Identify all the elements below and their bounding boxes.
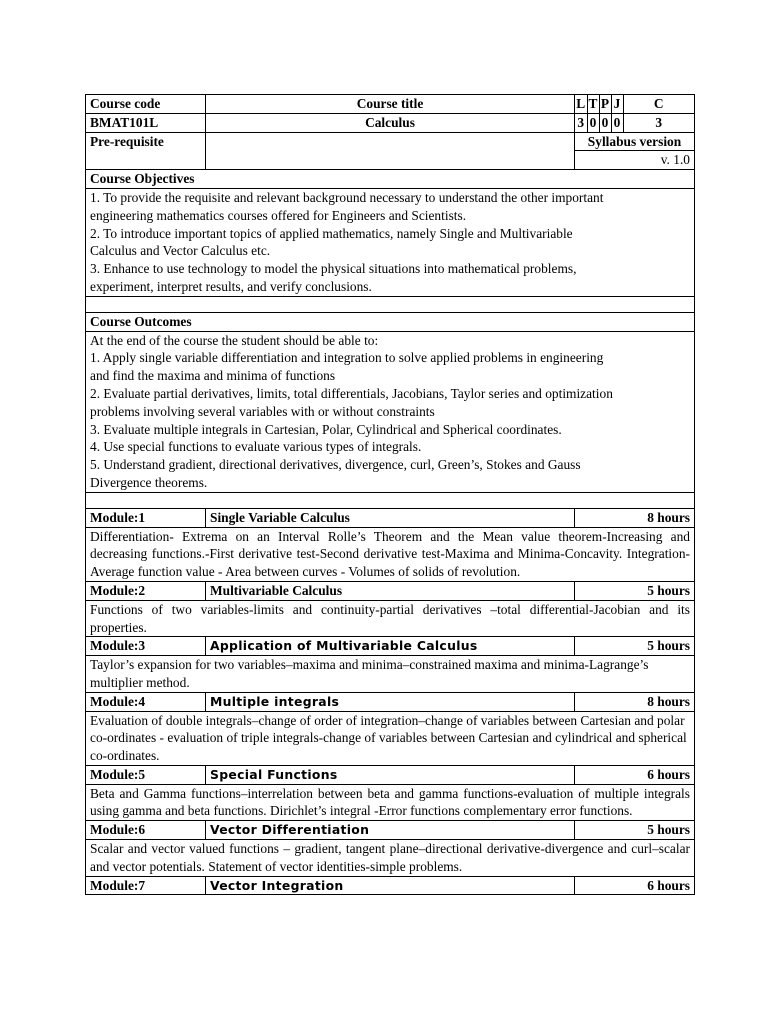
module-header-row bbox=[86, 821, 695, 840]
module-content: Taylor’s expansion for two variables–maxima and minima–constrained maxima and minima-Lagrange’s multiplier method. bbox=[86, 656, 695, 693]
module-header-row bbox=[86, 637, 695, 656]
prerequisite-row bbox=[86, 132, 695, 151]
module-header-row bbox=[86, 876, 695, 895]
module-header-row bbox=[86, 692, 695, 711]
module-hours: 8 hours bbox=[575, 508, 695, 527]
module-content-row bbox=[86, 711, 695, 765]
module-title: Application of Multivariable Calculus bbox=[206, 637, 575, 656]
module-label: Module:4 bbox=[86, 692, 206, 711]
ltpjc-label-p: P bbox=[599, 95, 611, 113]
objectives-line: 3. Enhance to use technology to model the physical situations into mathematical problems, bbox=[90, 261, 577, 277]
outcomes-line: Divergence theorems. bbox=[90, 474, 208, 490]
spacer-row bbox=[86, 296, 695, 312]
outcomes-heading-row bbox=[86, 312, 695, 331]
module-label: Module:7 bbox=[86, 876, 206, 895]
spacer-row bbox=[86, 492, 695, 508]
objectives-line: 1. To provide the requisite and relevant background necessary to understand the other important bbox=[90, 189, 604, 205]
ltpjc-value-c: 3 bbox=[623, 113, 694, 131]
objectives-heading: Course Objectives bbox=[86, 170, 695, 189]
outcomes-line: At the end of the course the student should be able to: bbox=[90, 332, 379, 348]
objectives-content bbox=[86, 188, 695, 296]
syllabus-version: v. 1.0 bbox=[575, 151, 695, 170]
course-title-label: Course title bbox=[206, 95, 575, 114]
ltpjc-value-l: 3 bbox=[575, 113, 587, 131]
module-title: Special Functions bbox=[206, 765, 575, 784]
module-content-row bbox=[86, 600, 695, 637]
module-hours: 5 hours bbox=[575, 821, 695, 840]
outcomes-content bbox=[86, 331, 695, 492]
module-content-row bbox=[86, 527, 695, 581]
module-content-row bbox=[86, 656, 695, 693]
module-label: Module:5 bbox=[86, 765, 206, 784]
module-content: Scalar and vector valued functions – gradient, tangent plane–directional derivative-divergence and curl–scalar and vector potentials. Statement of vector identities-simple problems. bbox=[86, 840, 695, 877]
module-label: Module:6 bbox=[86, 821, 206, 840]
module-title: Multivariable Calculus bbox=[206, 581, 575, 600]
module-content-row bbox=[86, 784, 695, 821]
module-content-row bbox=[86, 840, 695, 877]
ltpjc-value-t: 0 bbox=[587, 113, 599, 131]
syllabus-table bbox=[85, 94, 695, 895]
module-label: Module:3 bbox=[86, 637, 206, 656]
module-content: Differentiation- Extrema on an Interval Rolle’s Theorem and the Mean value theorem-Increasing and decreasing functions.-First derivative test-Second derivative test-Maxima and Minima-Concavity. Integration-Average function value - Area between curves - Volumes of solids of revolution. bbox=[86, 527, 695, 581]
module-title: Multiple integrals bbox=[206, 692, 575, 711]
module-header-row bbox=[86, 581, 695, 600]
outcomes-line: 4. Use special functions to evaluate various types of integrals. bbox=[90, 439, 422, 455]
module-title: Single Variable Calculus bbox=[206, 508, 575, 527]
module-hours: 6 hours bbox=[575, 765, 695, 784]
outcomes-line: 1. Apply single variable differentiation and integration to solve applied problems in engineering bbox=[90, 350, 604, 366]
outcomes-line: and find the maxima and minima of functions bbox=[90, 368, 336, 384]
module-label: Module:2 bbox=[86, 581, 206, 600]
ltpjc-value-j: 0 bbox=[611, 113, 623, 131]
outcomes-row bbox=[86, 331, 695, 492]
objectives-line: Calculus and Vector Calculus etc. bbox=[90, 243, 271, 259]
ltpjc-label-j: J bbox=[611, 95, 623, 113]
outcomes-line: 3. Evaluate multiple integrals in Cartesian, Polar, Cylindrical and Spherical coordinates. bbox=[90, 421, 562, 437]
header-row bbox=[86, 95, 695, 114]
module-hours: 8 hours bbox=[575, 692, 695, 711]
course-title: Calculus bbox=[206, 113, 575, 132]
module-hours: 5 hours bbox=[575, 637, 695, 656]
outcomes-heading: Course Outcomes bbox=[86, 312, 695, 331]
ltpjc-value-p: 0 bbox=[599, 113, 611, 131]
ltpjc-label-l: L bbox=[576, 96, 586, 111]
module-title: Vector Integration bbox=[206, 876, 575, 895]
objectives-line: engineering mathematics courses offered for Engineers and Scientists. bbox=[90, 207, 467, 223]
outcomes-line: 2. Evaluate partial derivatives, limits, total differentials, Jacobians, Taylor series and optimization bbox=[90, 385, 613, 401]
objectives-line: 2. To introduce important topics of applied mathematics, namely Single and Multivariable bbox=[90, 225, 573, 241]
module-content: Functions of two variables-limits and continuity-partial derivatives –total differential-Jacobian and its properties. bbox=[86, 600, 695, 637]
module-hours: 6 hours bbox=[575, 876, 695, 895]
module-hours: 5 hours bbox=[575, 581, 695, 600]
module-label: Module:1 bbox=[86, 508, 206, 527]
outcomes-line: 5. Understand gradient, directional derivatives, divergence, curl, Green’s, Stokes and Gauss bbox=[90, 457, 581, 473]
module-header-row bbox=[86, 508, 695, 527]
syllabus-version-label: Syllabus version bbox=[575, 132, 695, 151]
module-title: Vector Differentiation bbox=[206, 821, 575, 840]
objectives-line: experiment, interpret results, and verify conclusions. bbox=[90, 278, 372, 294]
course-code-label: Course code bbox=[86, 95, 206, 114]
ltpjc-label-c: C bbox=[623, 95, 694, 113]
module-content: Evaluation of double integrals–change of order of integration–change of variables between Cartesian and polar co-ordinates - evaluation of triple integrals-change of variables between Cartesian and cylindrical and spherical co-ordinates. bbox=[86, 711, 695, 765]
module-header-row bbox=[86, 765, 695, 784]
ltpjc-grid bbox=[575, 95, 694, 132]
objectives-heading-row bbox=[86, 170, 695, 189]
course-code: BMAT101L bbox=[86, 113, 206, 132]
prerequisite-value bbox=[206, 132, 575, 170]
ltpjc-label-t: T bbox=[587, 95, 599, 113]
outcomes-line: problems involving several variables with or without constraints bbox=[90, 403, 435, 419]
module-content: Beta and Gamma functions–interrelation between beta and gamma functions-evaluation of multiple integrals using gamma and beta functions. Dirichlet’s integral -Error functions complementary error functions. bbox=[86, 784, 695, 821]
objectives-row bbox=[86, 188, 695, 296]
ltpjc-cell bbox=[575, 95, 695, 133]
prerequisite-label: Pre-requisite bbox=[86, 132, 206, 170]
